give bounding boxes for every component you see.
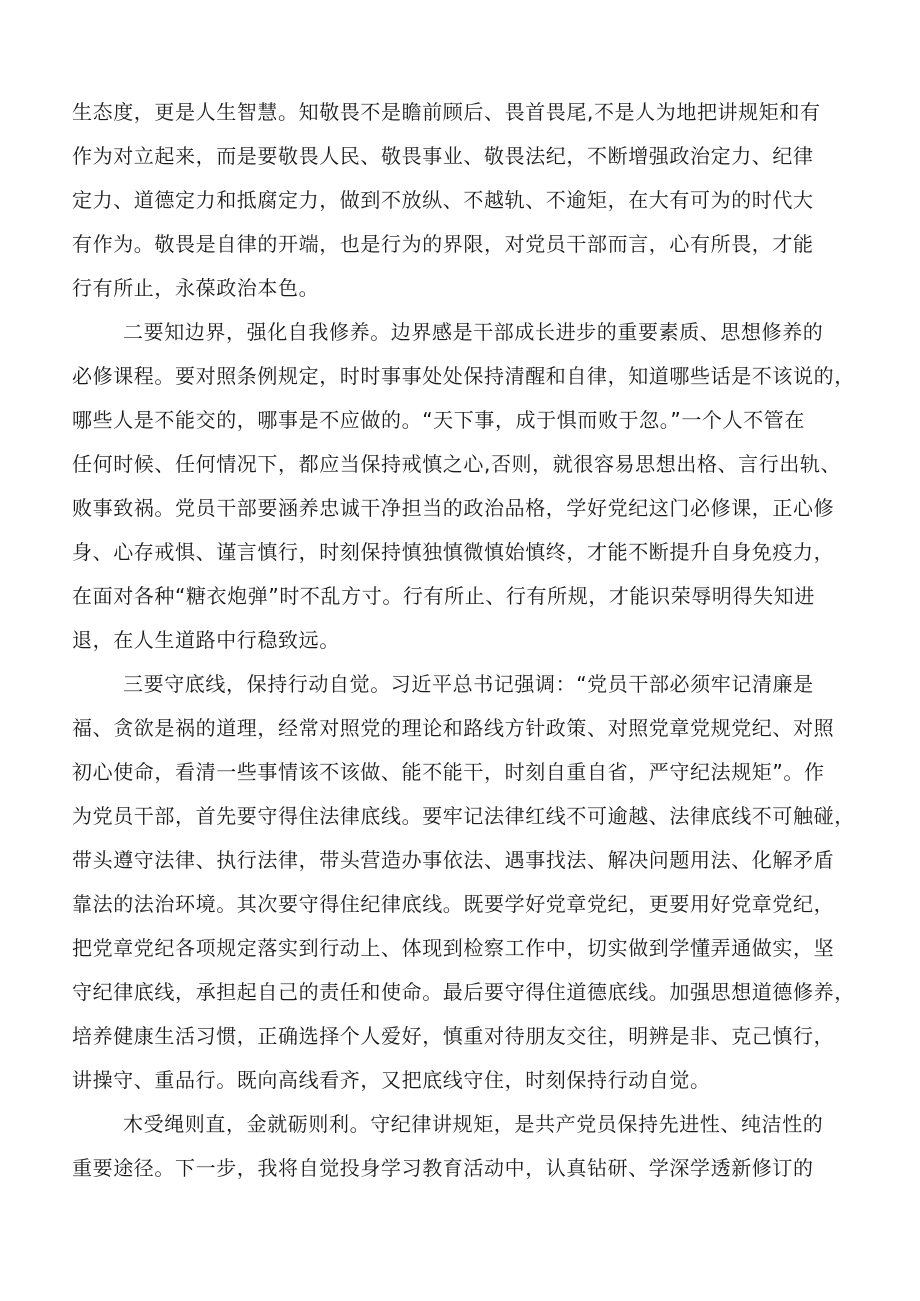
- text-line: 带头遵守法律、执行法律，带头营造办事依法、遇事找法、解决问题用法、化解矛盾: [72, 848, 835, 872]
- text-line: 福、贪欲是祸的道理，经常对照党的理论和路线方针政策、对照党章党规党纪、对照: [72, 716, 835, 740]
- text-line: 初心使命，看清一些事情该不该做、能不能干，时刻自重自省，严守纪法规矩”。作: [72, 760, 825, 784]
- paragraph-start-line: 木受绳则直，金就砺则利。守纪律讲规矩，是共产党员保持先进性、纯洁性的: [123, 1112, 824, 1136]
- paragraph-start-line: 三要守底线，保持行动自觉。习近平总书记强调：“党员干部必须牢记清廉是: [123, 672, 814, 696]
- text-line: 哪些人是不能交的，哪事是不应做的。“天下事，成于惧而败于忽。”一个人不管在: [72, 408, 805, 432]
- text-line: 为党员干部，首先要守得住法律底线。要牢记法律红线不可逾越、法律底线不可触碰，: [72, 804, 855, 828]
- text-line: 把党章党纪各项规定落实到行动上、体现到检察工作中，切实做到学懂弄通做实，坚: [72, 936, 835, 960]
- text-line: 有作为。敬畏是自律的开端，也是行为的界限，对党员干部而言，心有所畏，才能: [72, 232, 814, 256]
- text-line: 培养健康生活习惯，正确选择个人爱好，慎重对待朋友交往，明辨是非、克己慎行，: [72, 1024, 835, 1048]
- text-line: 作为对立起来，而是要敬畏人民、敬畏事业、敬畏法纪，不断增强政治定力、纪律: [72, 144, 814, 168]
- text-line: 讲操守、重品行。既向高线看齐，又把底线守住，时刻保持行动自觉。: [72, 1068, 711, 1092]
- paragraph-start-line: 二要知边界，强化自我修养。边界感是干部成长进步的重要素质、思想修养的: [123, 320, 824, 344]
- text-line: 重要途径。下一步，我将自觉投身学习教育活动中，认真钻研、学深学透新修订的: [72, 1156, 814, 1180]
- text-line: 生态度，更是人生智慧。知敬畏不是瞻前顾后、畏首畏尾,不是人为地把讲规矩和有: [72, 100, 821, 124]
- text-line: 在面对各种“糖衣炮弹”时不乱方寸。行有所止、行有所规，才能识荣辱明得失知进: [72, 584, 815, 608]
- text-line: 定力、道德定力和抵腐定力，做到不放纵、不越轨、不逾矩，在大有可为的时代大: [72, 188, 814, 212]
- text-line: 任何时候、任何情况下，都应当保持戒慎之心,否则，就很容易思想出格、言行出轨、: [72, 452, 842, 476]
- text-line: 守纪律底线，承担起自己的责任和使命。最后要守得住道德底线。加强思想道德修养，: [72, 980, 855, 1004]
- text-line: 身、心存戒惧、谨言慎行，时刻保持慎独慎微慎始慎终，才能不断提升自身免疫力，: [72, 540, 835, 564]
- text-line: 败事致祸。党员干部要涵养忠诚干净担当的政治品格，学好党纪这门必修课，正心修: [72, 496, 835, 520]
- text-line: 退，在人生道路中行稳致远。: [72, 628, 340, 652]
- text-line: 必修课程。要对照条例规定，时时事事处处保持清醒和自律，知道哪些话是不该说的，: [72, 364, 855, 388]
- text-line: 行有所止，永葆政治本色。: [72, 276, 320, 300]
- text-line: 靠法的法治环境。其次要守得住纪律底线。既要学好党章党纪，更要用好党章党纪，: [72, 892, 835, 916]
